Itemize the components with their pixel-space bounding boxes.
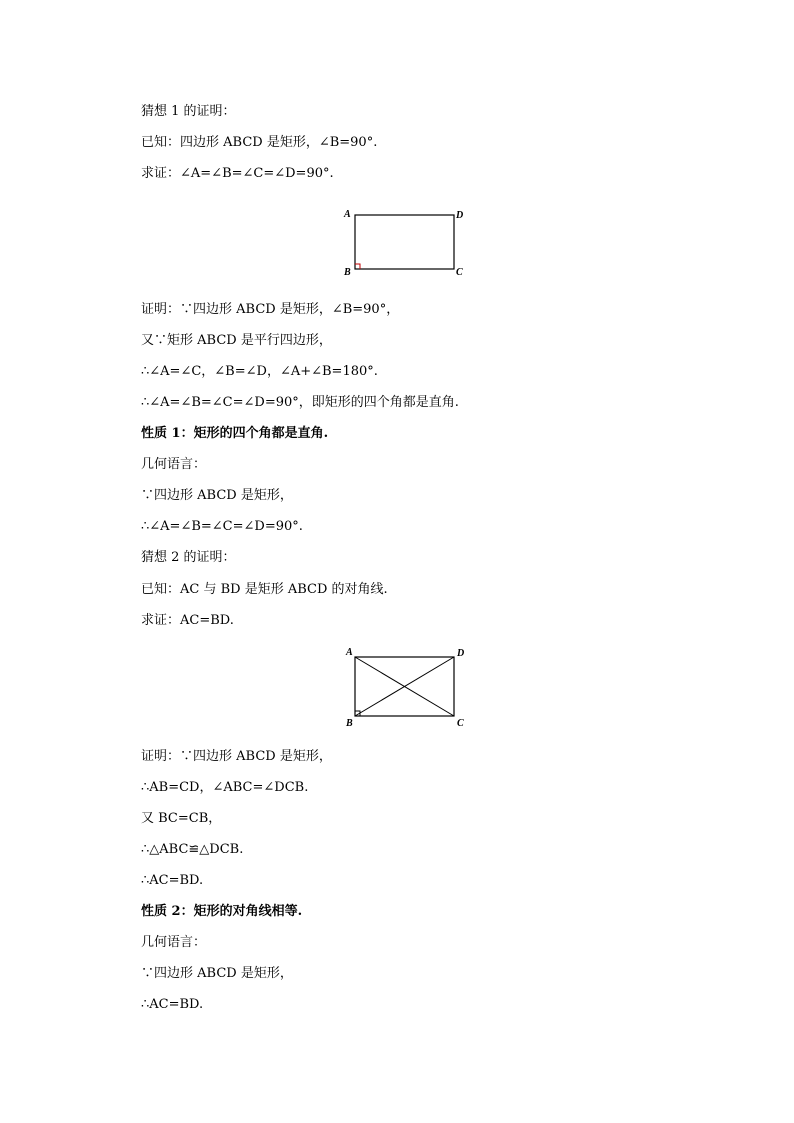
geo-1-line-1: ∵四边形 ABCD 是矩形， [141, 488, 293, 503]
label-d: D [456, 210, 464, 221]
to-prove-1: 求证：∠A=∠B=∠C=∠D=90°. [141, 166, 334, 181]
label-c-2: C [457, 718, 464, 729]
proof-1-line-4: ∴∠A=∠B=∠C=∠D=90°，即矩形的四个角都是直角. [141, 395, 459, 410]
label-c: C [456, 267, 463, 278]
geo-2-line-1: ∵四边形 ABCD 是矩形， [141, 966, 293, 981]
proof-2-line-3: 又 BC=CB， [141, 811, 222, 826]
label-d-2: D [457, 648, 465, 659]
label-a-2: A [346, 647, 353, 658]
proof-2-line-1: 证明：∵四边形 ABCD 是矩形， [141, 749, 332, 764]
rectangle-abcd [355, 215, 454, 269]
proof-2-line-5: ∴AC=BD. [141, 873, 204, 888]
proof-1-line-2: 又∵矩形 ABCD 是平行四边形， [141, 333, 332, 348]
rectangle-figure-2 [340, 645, 470, 729]
property-1: 性质 1：矩形的四个角都是直角. [141, 426, 329, 441]
geo-1-line-2: ∴∠A=∠B=∠C=∠D=90°. [141, 519, 303, 534]
conjecture-2-heading: 猜想 2 的证明： [141, 550, 236, 565]
proof-2-line-4: ∴△ABC≌△DCB. [141, 842, 244, 857]
geometric-language-2: 几何语言： [141, 935, 207, 950]
geometric-language-1: 几何语言： [141, 457, 207, 472]
proof-1-line-1: 证明：∵四边形 ABCD 是矩形，∠B=90°， [141, 302, 400, 317]
label-b-2: B [346, 718, 353, 729]
right-angle-mark [355, 264, 360, 269]
geo-2-line-2: ∴AC=BD. [141, 997, 204, 1012]
given-2: 已知：AC 与 BD 是矩形 ABCD 的对角线. [141, 582, 388, 597]
given-1: 已知：四边形 ABCD 是矩形，∠B=90°. [141, 135, 378, 150]
label-a: A [344, 209, 351, 220]
label-b: B [344, 267, 351, 278]
rectangle-figure-1 [340, 205, 470, 277]
proof-2-line-2: ∴AB=CD，∠ABC=∠DCB. [141, 780, 309, 795]
conjecture-1-heading: 猜想 1 的证明： [141, 104, 236, 119]
to-prove-2: 求证：AC=BD. [141, 613, 234, 628]
proof-1-line-3: ∴∠A=∠C，∠B=∠D，∠A+∠B=180°. [141, 364, 378, 379]
property-2: 性质 2：矩形的对角线相等. [141, 904, 303, 919]
